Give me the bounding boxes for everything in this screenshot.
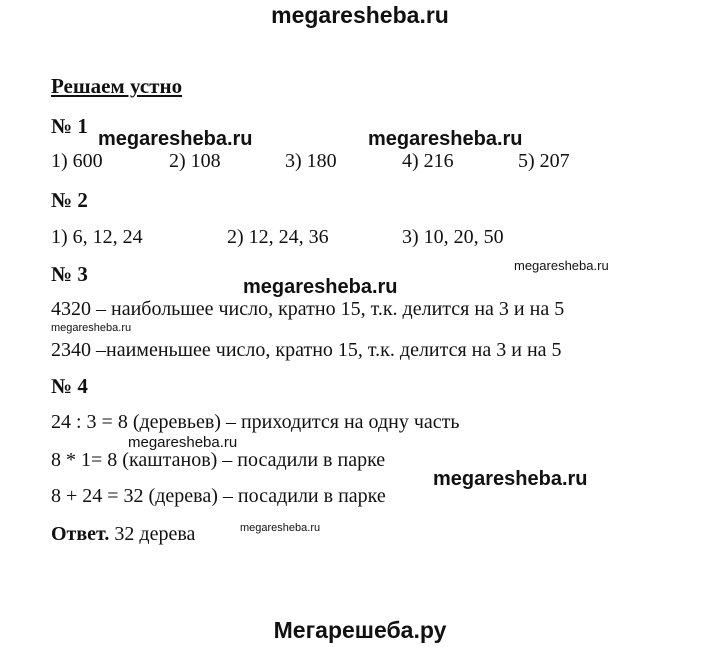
problem-2-number: № 2	[51, 188, 88, 212]
problem-4-line: 24 : 3 = 8 (деревьев) – приходится на одну часть	[51, 411, 460, 433]
problem-2-item: 1) 6, 12, 24	[51, 226, 143, 248]
watermark: megaresheba.ru	[514, 258, 609, 273]
problem-2-item: 3) 10, 20, 50	[402, 226, 504, 248]
watermark: megaresheba.ru	[240, 522, 321, 534]
answer-label: Ответ.	[51, 523, 110, 545]
problem-1-item: 2) 108	[169, 150, 221, 172]
watermark: megaresheba.ru	[98, 128, 253, 150]
watermark: megaresheba.ru	[433, 468, 588, 490]
watermark: megaresheba.ru	[128, 434, 238, 451]
problem-3-line: 2340 –наименьшее число, кратно 15, т.к. делится на 3 и на 5	[51, 339, 562, 361]
problem-3-line: 4320 – наибольшее число, кратно 15, т.к. делится на 3 и на 5	[51, 298, 565, 320]
problem-4-answer	[51, 523, 195, 546]
problem-1-number: № 1	[51, 114, 88, 138]
section-title: Решаем устно	[51, 74, 183, 98]
problem-4-line: 8 + 24 = 32 (дерева) – посадили в парке	[51, 485, 386, 507]
problem-4-line: 8 * 1= 8 (каштанов) – посадили в парке	[51, 449, 386, 471]
problem-4-number: № 4	[51, 374, 88, 398]
watermark: megaresheba.ru	[368, 128, 523, 150]
problem-1-item: 1) 600	[51, 150, 103, 172]
problem-1-item: 3) 180	[285, 150, 337, 172]
watermark: megaresheba.ru	[243, 276, 398, 298]
site-footer: Мегарешеба.ру	[273, 617, 447, 643]
site-header: megaresheba.ru	[271, 2, 449, 28]
problem-3-number: № 3	[51, 262, 88, 286]
watermark: megaresheba.ru	[51, 322, 132, 334]
problem-1-item: 5) 207	[518, 150, 570, 172]
problem-2-item: 2) 12, 24, 36	[227, 226, 329, 248]
problem-1-item: 4) 216	[402, 150, 454, 172]
answer-value: 32 дерева	[114, 523, 196, 545]
